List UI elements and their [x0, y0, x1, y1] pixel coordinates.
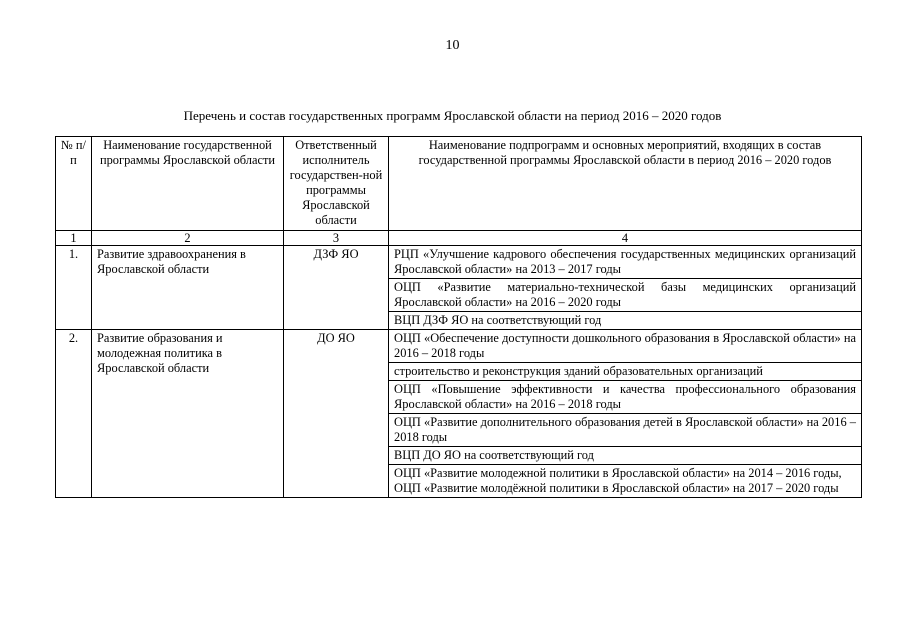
- subprogram-item: РЦП «Улучшение кадрового обеспечения государственных медицинских организаций Ярославской области» на 2013 – 2017 годы: [389, 246, 862, 279]
- subprogram-item: ОЦП «Обеспечение доступности дошкольного образования в Ярославской области» на 2016 – 2018 годы: [389, 330, 862, 363]
- subprogram-item: строительство и реконструкция зданий образовательных организаций: [389, 363, 862, 381]
- column-number: 4: [389, 231, 862, 246]
- subprogram-item: ВЦП ДЗФ ЯО на соответствующий год: [389, 312, 862, 330]
- column-number: 2: [92, 231, 284, 246]
- program-name: Развитие образования и молодежная политика в Ярославской области: [92, 330, 284, 498]
- column-number: 3: [284, 231, 389, 246]
- header-program-name: Наименование государственной программы Ярославской области: [92, 137, 284, 231]
- table-row: [56, 330, 862, 363]
- subprogram-item: ОЦП «Развитие материально-технической базы медицинских организаций Ярославской области» на 2016 – 2020 годы: [389, 279, 862, 312]
- page-number: 10: [445, 38, 460, 53]
- header-row: [56, 137, 862, 231]
- programs-table: [55, 136, 862, 498]
- header-executor: Ответственный исполнитель государствен-ной программы Ярославской области: [284, 137, 389, 231]
- column-numbers-row: [56, 231, 862, 246]
- table-row: [56, 246, 862, 279]
- subprogram-item: ОЦП «Развитие дополнительного образования детей в Ярославской области» на 2016 – 2018 годы: [389, 414, 862, 447]
- program-executor: ДЗФ ЯО: [284, 246, 389, 330]
- subprogram-item-youth: [389, 465, 862, 498]
- header-subprograms: Наименование подпрограмм и основных мероприятий, входящих в состав государственной программы Ярославской области в период 2016 – 2020 годов: [389, 137, 862, 231]
- program-number: 2.: [56, 330, 92, 498]
- subprogram-item: ОЦП «Повышение эффективности и качества профессионального образования Ярославской области» на 2016 – 2018 годы: [389, 381, 862, 414]
- subprogram-line: ОЦП «Развитие молодёжной политики в Ярославской области» на 2017 – 2020 годы: [394, 481, 839, 495]
- program-executor: ДО ЯО: [284, 330, 389, 498]
- program-number: 1.: [56, 246, 92, 330]
- program-name: Развитие здравоохранения в Ярославской области: [92, 246, 284, 330]
- subprogram-line: ОЦП «Развитие молодежной политики в Ярославской области» на 2014 – 2016 годы,: [394, 466, 842, 480]
- column-number: 1: [56, 231, 92, 246]
- document-title: Перечень и состав государственных программ Ярославской области на период 2016 – 2020 годов: [183, 108, 722, 123]
- subprogram-item: ВЦП ДО ЯО на соответствующий год: [389, 447, 862, 465]
- header-num: № п/п: [56, 137, 92, 231]
